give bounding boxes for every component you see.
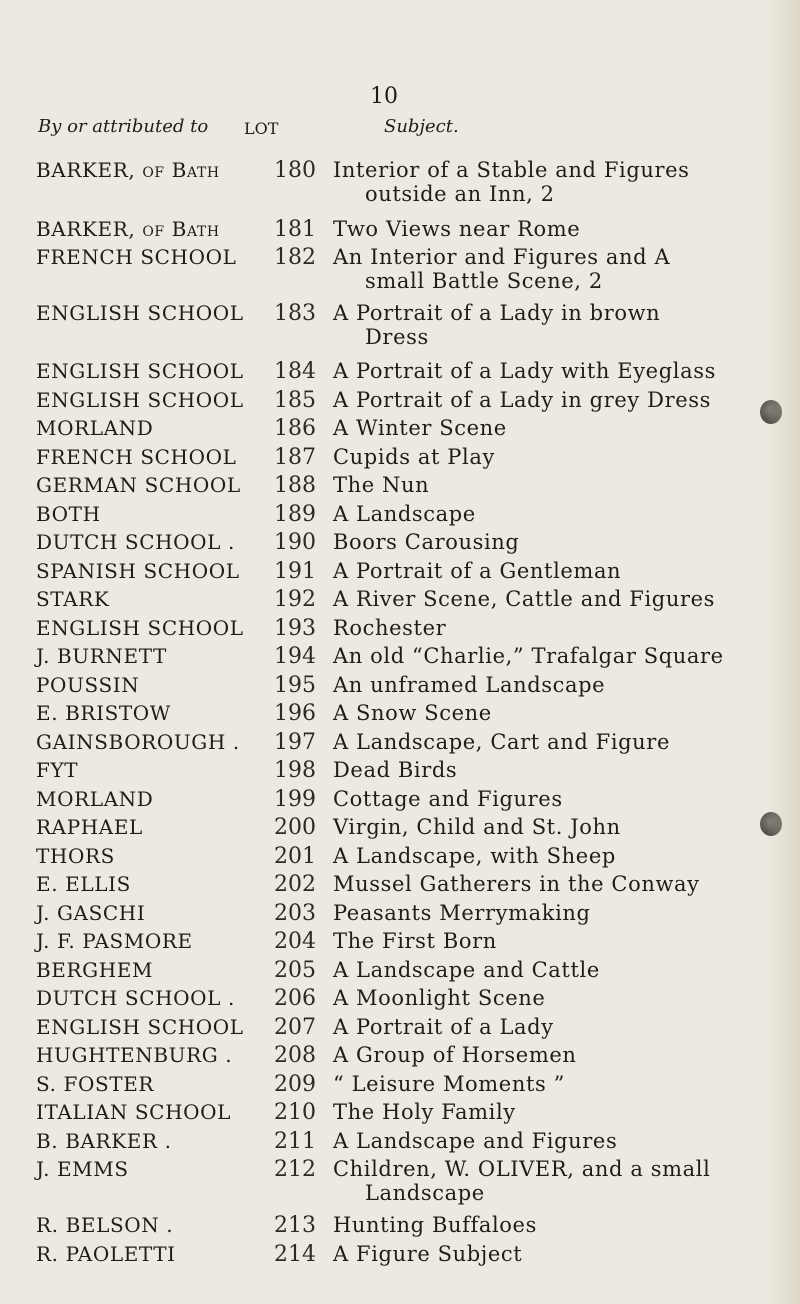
artist-name: DUTCH SCHOOL . bbox=[36, 530, 235, 554]
subject-text bbox=[333, 815, 773, 839]
lot-number: 205 bbox=[274, 958, 316, 983]
subject-line: A Portrait of a Lady in grey Dress bbox=[333, 388, 711, 412]
subject-text bbox=[333, 730, 773, 754]
subject-line: The First Born bbox=[333, 929, 497, 953]
artist-name: R. PAOLETTI bbox=[36, 1242, 176, 1266]
artist-name: BERGHEM bbox=[36, 958, 154, 982]
artist-name: GAINSBOROUGH . bbox=[36, 730, 240, 754]
subject-line: An unframed Landscape bbox=[333, 673, 606, 697]
artist-name: B. BARKER . bbox=[36, 1129, 172, 1153]
artist-name: ENGLISH SCHOOL bbox=[36, 359, 244, 383]
subject-line: Virgin, Child and St. John bbox=[333, 815, 621, 839]
subject-text bbox=[333, 388, 773, 412]
subject-line: A Snow Scene bbox=[333, 701, 492, 725]
artist-name: BOTH bbox=[36, 502, 101, 526]
subject-text bbox=[333, 1100, 773, 1124]
artist-name: FRENCH SCHOOL bbox=[36, 245, 237, 269]
lot-number: 201 bbox=[274, 844, 316, 869]
page-edge bbox=[766, 0, 800, 1304]
subject-line: Children, W. OLIVER, and a small bbox=[333, 1157, 711, 1181]
lot-number: 200 bbox=[274, 815, 316, 840]
artist-name: MORLAND bbox=[36, 787, 154, 811]
subject-line: An Interior and Figures and A bbox=[333, 245, 671, 269]
lot-number: 182 bbox=[274, 245, 316, 270]
lot-number: 187 bbox=[274, 445, 316, 470]
artist-name: ENGLISH SCHOOL bbox=[36, 616, 244, 640]
subject-line: A Portrait of a Gentleman bbox=[333, 559, 622, 583]
lot-number: 214 bbox=[274, 1242, 316, 1267]
lot-number: 181 bbox=[274, 217, 316, 242]
subject-text bbox=[333, 530, 773, 554]
subject-text bbox=[333, 158, 773, 206]
subject-text bbox=[333, 644, 773, 668]
lot-number: 190 bbox=[274, 530, 316, 555]
artist-name: STARK bbox=[36, 587, 110, 611]
subject-text bbox=[333, 1157, 773, 1205]
lot-number: 212 bbox=[274, 1157, 316, 1182]
artist-name: DUTCH SCHOOL . bbox=[36, 986, 235, 1010]
artist-name: J. BURNETT bbox=[36, 644, 167, 668]
subject-line: The Holy Family bbox=[333, 1100, 516, 1124]
lot-number: 196 bbox=[274, 701, 316, 726]
artist-name: GERMAN SCHOOL bbox=[36, 473, 241, 497]
subject-text bbox=[333, 986, 773, 1010]
lot-number: 194 bbox=[274, 644, 316, 669]
subject-text bbox=[333, 1072, 773, 1096]
lot-number: 199 bbox=[274, 787, 316, 812]
lot-number: 186 bbox=[274, 416, 316, 441]
lot-number: 210 bbox=[274, 1100, 316, 1125]
subject-line: A River Scene, Cattle and Figures bbox=[333, 587, 715, 611]
lot-number: 195 bbox=[274, 673, 316, 698]
subject-text bbox=[333, 1213, 773, 1237]
subject-line: A Landscape, with Sheep bbox=[333, 844, 616, 868]
subject-text bbox=[333, 301, 773, 349]
lot-number: 202 bbox=[274, 872, 316, 897]
lot-number: 204 bbox=[274, 929, 316, 954]
artist-name: R. BELSON . bbox=[36, 1213, 174, 1237]
artist-name: THORS bbox=[36, 844, 115, 868]
subject-line: A Landscape and Figures bbox=[333, 1129, 618, 1153]
subject-continuation: small Battle Scene, 2 bbox=[365, 269, 603, 293]
subject-line: Boors Carousing bbox=[333, 530, 520, 554]
header-lot: LOT bbox=[244, 119, 279, 138]
subject-continuation: outside an Inn, 2 bbox=[365, 182, 555, 206]
subject-text bbox=[333, 473, 773, 497]
lot-number: 180 bbox=[274, 158, 316, 183]
lot-number: 193 bbox=[274, 616, 316, 641]
lot-number: 206 bbox=[274, 986, 316, 1011]
lot-number: 211 bbox=[274, 1129, 316, 1154]
subject-line: A Portrait of a Lady with Eyeglass bbox=[333, 359, 716, 383]
subject-line: Hunting Buffaloes bbox=[333, 1213, 537, 1237]
subject-text bbox=[333, 701, 773, 725]
lot-number: 213 bbox=[274, 1213, 316, 1238]
subject-text bbox=[333, 1242, 773, 1266]
subject-text bbox=[333, 245, 773, 293]
subject-line: A Figure Subject bbox=[333, 1242, 523, 1266]
lot-number: 191 bbox=[274, 559, 316, 584]
subject-text bbox=[333, 929, 773, 953]
subject-text bbox=[333, 1015, 773, 1039]
subject-text bbox=[333, 787, 773, 811]
subject-text bbox=[333, 844, 773, 868]
subject-line: “ Leisure Moments ” bbox=[333, 1072, 565, 1096]
lot-number: 189 bbox=[274, 502, 316, 527]
subject-line: A Moonlight Scene bbox=[333, 986, 546, 1010]
artist-name: J. EMMS bbox=[36, 1157, 129, 1181]
subject-text bbox=[333, 416, 773, 440]
artist-name: J. F. PASMORE bbox=[36, 929, 193, 953]
subject-line: A Portrait of a Lady in brown bbox=[333, 301, 661, 325]
header-attributed: By or attributed to bbox=[38, 116, 209, 137]
subject-text bbox=[333, 616, 773, 640]
subject-line: A Portrait of a Lady bbox=[333, 1015, 554, 1039]
subject-text bbox=[333, 673, 773, 697]
subject-line: Rochester bbox=[333, 616, 447, 640]
lot-number: 184 bbox=[274, 359, 316, 384]
lot-number: 209 bbox=[274, 1072, 316, 1097]
lot-number: 207 bbox=[274, 1015, 316, 1040]
subject-text bbox=[333, 217, 773, 241]
subject-continuation: Dress bbox=[365, 325, 429, 349]
artist-name: MORLAND bbox=[36, 416, 154, 440]
artist-name: BARKER, of Bath bbox=[36, 217, 220, 241]
lot-number: 192 bbox=[274, 587, 316, 612]
subject-text bbox=[333, 359, 773, 383]
subject-text bbox=[333, 901, 773, 925]
subject-text bbox=[333, 1043, 773, 1067]
subject-line: A Landscape and Cattle bbox=[333, 958, 600, 982]
artist-name: SPANISH SCHOOL bbox=[36, 559, 240, 583]
artist-name: FYT bbox=[36, 758, 79, 782]
subject-line: Cottage and Figures bbox=[333, 787, 563, 811]
subject-line: A Landscape, Cart and Figure bbox=[333, 730, 670, 754]
subject-line: Cupids at Play bbox=[333, 445, 495, 469]
subject-line: Peasants Merrymaking bbox=[333, 901, 591, 925]
subject-continuation: Landscape bbox=[365, 1181, 485, 1205]
subject-line: Mussel Gatherers in the Conway bbox=[333, 872, 700, 896]
page-number: 10 bbox=[370, 84, 398, 109]
artist-name: ENGLISH SCHOOL bbox=[36, 1015, 244, 1039]
lot-number: 197 bbox=[274, 730, 316, 755]
artist-name: ITALIAN SCHOOL bbox=[36, 1100, 231, 1124]
lot-number: 208 bbox=[274, 1043, 316, 1068]
lot-number: 185 bbox=[274, 388, 316, 413]
subject-line: Dead Birds bbox=[333, 758, 458, 782]
subject-line: Two Views near Rome bbox=[333, 217, 581, 241]
artist-name: RAPHAEL bbox=[36, 815, 143, 839]
subject-line: A Winter Scene bbox=[333, 416, 507, 440]
artist-name: J. GASCHI bbox=[36, 901, 146, 925]
lot-number: 198 bbox=[274, 758, 316, 783]
artist-name: ENGLISH SCHOOL bbox=[36, 388, 244, 412]
subject-text bbox=[333, 445, 773, 469]
artist-name: E. BRISTOW bbox=[36, 701, 171, 725]
subject-text bbox=[333, 872, 773, 896]
artist-name: POUSSIN bbox=[36, 673, 140, 697]
subject-line: A Landscape bbox=[333, 502, 476, 526]
subject-line: The Nun bbox=[333, 473, 430, 497]
subject-line: Interior of a Stable and Figures bbox=[333, 158, 690, 182]
artist-name: E. ELLIS bbox=[36, 872, 131, 896]
subject-text bbox=[333, 502, 773, 526]
subject-text bbox=[333, 958, 773, 982]
lot-number: 183 bbox=[274, 301, 316, 326]
subject-line: An old “Charlie,” Trafalgar Square bbox=[333, 644, 724, 668]
header-subject: Subject. bbox=[384, 116, 459, 137]
artist-name: HUGHTENBURG . bbox=[36, 1043, 233, 1067]
subject-text bbox=[333, 758, 773, 782]
lot-number: 203 bbox=[274, 901, 316, 926]
artist-name: BARKER, of Bath bbox=[36, 158, 220, 182]
artist-name: ENGLISH SCHOOL bbox=[36, 301, 244, 325]
subject-text bbox=[333, 559, 773, 583]
artist-name: FRENCH SCHOOL bbox=[36, 445, 237, 469]
subject-text bbox=[333, 587, 773, 611]
subject-text bbox=[333, 1129, 773, 1153]
subject-line: A Group of Horsemen bbox=[333, 1043, 577, 1067]
artist-name: S. FOSTER bbox=[36, 1072, 155, 1096]
lot-number: 188 bbox=[274, 473, 316, 498]
